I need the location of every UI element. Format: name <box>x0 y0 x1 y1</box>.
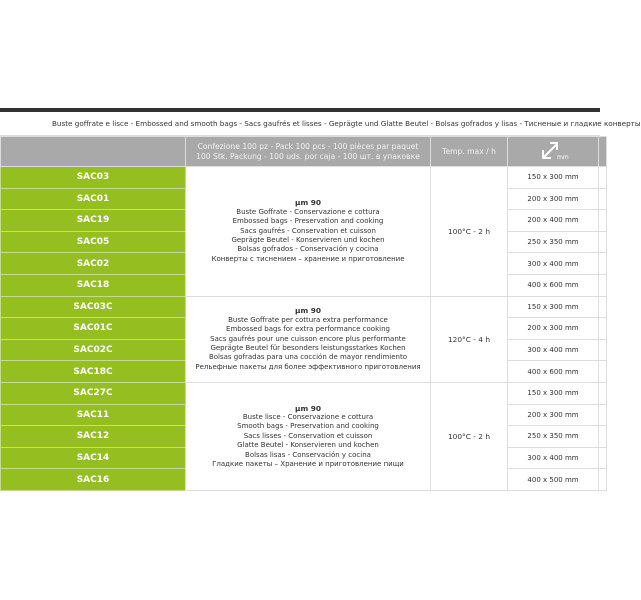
description-line: Embossed bags for extra performance cooking <box>226 325 390 334</box>
code-header <box>1 137 186 167</box>
product-table <box>0 136 607 491</box>
product-code: SAC03C <box>1 296 186 318</box>
product-code: SAC12 <box>1 426 186 448</box>
bag-size: 300 x 400 mm <box>508 253 599 275</box>
thickness: µm 90 <box>295 198 321 208</box>
group-description <box>186 296 431 382</box>
bag-size: 200 x 300 mm <box>508 404 599 426</box>
extra-cell <box>599 339 607 361</box>
product-code: SAC02 <box>1 253 186 275</box>
description-line: Geprägte Beutel für besonders leistungsstarkes Kochen <box>210 343 406 352</box>
description-line: Рельефные пакеты для более эффективного приготовления <box>195 362 421 371</box>
extra-cell <box>599 469 607 491</box>
group-description <box>186 382 431 490</box>
header-row <box>1 137 607 167</box>
pack-header: Confezione 100 pz - Pack 100 pcs - 100 pièces par paquet 100 Stk. Packung - 100 uds. por caja - 100 шт. в упаковке <box>186 137 431 167</box>
product-code: SAC05 <box>1 231 186 253</box>
description-line: Sacs gaufrés pour une cuisson encore plus performante <box>210 334 406 343</box>
table-row <box>1 167 607 189</box>
description-line: Geprägte Beutel - Konservieren und kochen <box>231 235 385 244</box>
description-line: Glatte Beutel - Konservieren und kochen <box>237 441 379 450</box>
extra-cell <box>599 296 607 318</box>
description-line: Конверты с тиснением – хранение и приготовление <box>211 254 405 263</box>
extra-cell <box>599 167 607 189</box>
temperature: 100°C - 2 h <box>431 382 508 490</box>
description-line: Embossed bags - Preservation and cooking <box>232 217 384 226</box>
description-line: Bolsas gofrados - Conservación y cocina <box>237 245 379 254</box>
bag-size: 200 x 300 mm <box>508 318 599 340</box>
bag-size: 200 x 400 mm <box>508 210 599 232</box>
bag-size: 250 x 350 mm <box>508 231 599 253</box>
dimensions-arrow-icon <box>540 139 569 161</box>
product-code: SAC18C <box>1 361 186 383</box>
product-code: SAC18 <box>1 274 186 296</box>
extra-cell <box>599 274 607 296</box>
bag-size: 300 x 400 mm <box>508 339 599 361</box>
product-code: SAC14 <box>1 447 186 469</box>
product-code: SAC01 <box>1 188 186 210</box>
bag-size: 400 x 600 mm <box>508 361 599 383</box>
bag-size: 200 x 300 mm <box>508 188 599 210</box>
extra-cell <box>599 426 607 448</box>
extra-cell <box>599 188 607 210</box>
temp-header: Temp. max / h <box>431 137 508 167</box>
extra-cell <box>599 210 607 232</box>
description-line: Buste lisce - Conservazione e cottura <box>242 412 374 421</box>
description-line: Sacs lisses - Conservation et cuisson <box>243 431 373 440</box>
table-row <box>1 382 607 404</box>
description-line: Buste Goffrate - Conservazione e cottura <box>236 207 380 216</box>
temperature: 120°C - 4 h <box>431 296 508 382</box>
thickness: µm 90 <box>295 403 321 413</box>
extra-cell <box>599 318 607 340</box>
table-title: Buste goffrate e lisce - Embossed and smooth bags - Sacs gaufrés et lisses - Geprägte und Glatte Beutel - Bolsas gofrados y lisas - Тисненые и гладкие конверты <box>0 112 600 136</box>
description-line: Bolsas lisas - Conservación y cocina <box>245 450 371 459</box>
product-code: SAC16 <box>1 469 186 491</box>
bag-size: 250 x 350 mm <box>508 426 599 448</box>
description-line: Sacs gaufrés - Conservation et cuisson <box>240 226 376 235</box>
extra-cell <box>599 447 607 469</box>
description-line: Smooth bags - Preservation and cooking <box>237 422 379 431</box>
svg-text:mm: mm <box>557 154 569 161</box>
extra-cell <box>599 231 607 253</box>
group-description <box>186 167 431 297</box>
bag-size: 400 x 600 mm <box>508 274 599 296</box>
description-line: Bolsas gofradas para una cocción de mayor rendimiento <box>208 353 408 362</box>
product-code: SAC03 <box>1 167 186 189</box>
product-code: SAC02C <box>1 339 186 361</box>
size-header <box>508 137 599 167</box>
extra-header <box>599 137 607 167</box>
product-code: SAC01C <box>1 318 186 340</box>
product-code: SAC27C <box>1 382 186 404</box>
table-row <box>1 296 607 318</box>
bag-size: 150 x 300 mm <box>508 167 599 189</box>
bag-size: 400 x 500 mm <box>508 469 599 491</box>
extra-cell <box>599 404 607 426</box>
extra-cell <box>599 382 607 404</box>
thickness: µm 90 <box>295 306 321 316</box>
bag-size: 150 x 300 mm <box>508 296 599 318</box>
bag-size: 300 x 400 mm <box>508 447 599 469</box>
temperature: 100°C - 2 h <box>431 167 508 297</box>
description-line: Buste Goffrate per cottura extra performance <box>228 315 388 324</box>
product-code: SAC19 <box>1 210 186 232</box>
description-line: Гладкие пакеты – Хранение и приготовление пищи <box>212 459 404 468</box>
extra-cell <box>599 361 607 383</box>
extra-cell <box>599 253 607 275</box>
bag-size: 150 x 300 mm <box>508 382 599 404</box>
product-code: SAC11 <box>1 404 186 426</box>
